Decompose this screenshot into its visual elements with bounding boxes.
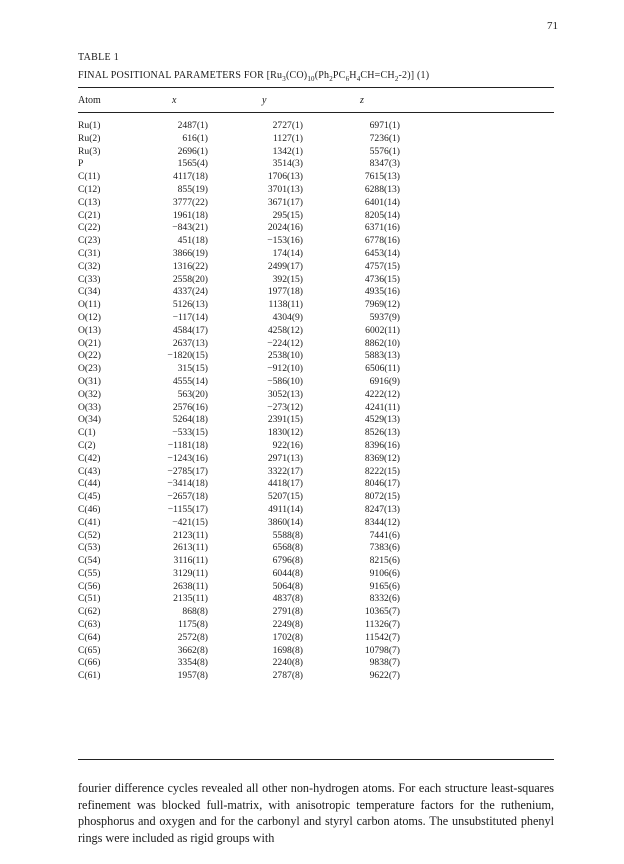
table-row — [78, 286, 554, 299]
cell-atom: C(64) — [78, 631, 101, 643]
cell-y: 1702(8) — [272, 631, 303, 643]
table-row — [78, 466, 554, 479]
cell-y: 3322(17) — [267, 465, 303, 477]
table-row — [78, 158, 554, 171]
cell-x: 2638(11) — [173, 580, 208, 592]
body-paragraph — [78, 780, 554, 846]
cell-atom: O(13) — [78, 324, 101, 336]
cell-z: 6371(16) — [364, 222, 400, 234]
table-row — [78, 593, 554, 606]
table-row — [78, 338, 554, 351]
cell-z: 10365(7) — [364, 606, 400, 618]
cell-z: 6002(11) — [365, 324, 400, 336]
table-row — [78, 606, 554, 619]
cell-atom: C(46) — [78, 503, 101, 515]
table-row — [78, 657, 554, 670]
table-row — [78, 248, 554, 261]
cell-z: 4241(11) — [365, 401, 400, 413]
cell-z: 9106(6) — [369, 567, 400, 579]
cell-atom: C(34) — [78, 286, 101, 298]
cell-y: −912(10) — [267, 363, 303, 375]
cell-z: 8222(15) — [364, 465, 400, 477]
cell-atom: C(53) — [78, 542, 101, 554]
cell-x: 2572(8) — [177, 631, 208, 643]
cell-z: 4757(15) — [364, 260, 400, 272]
table-bottom-rule — [78, 759, 554, 760]
table-row — [78, 197, 554, 210]
table-row — [78, 581, 554, 594]
cell-atom: C(65) — [78, 644, 101, 656]
cell-x: −2657(18) — [167, 491, 208, 503]
cell-x: 3866(19) — [172, 247, 208, 259]
cell-x: 2123(11) — [173, 529, 208, 541]
cell-atom: C(54) — [78, 555, 101, 567]
cell-atom: C(42) — [78, 452, 101, 464]
cell-x: 2487(1) — [177, 120, 208, 131]
cell-y: 2391(15) — [267, 414, 303, 426]
cell-x: −421(15) — [172, 516, 208, 528]
table-row — [78, 350, 554, 363]
cell-y: 4304(9) — [272, 311, 303, 323]
cell-y: 1127(1) — [272, 132, 303, 144]
table-row — [78, 530, 554, 543]
table-row — [78, 325, 554, 338]
cell-y: 5588(8) — [272, 529, 303, 541]
cell-z: 8526(13) — [364, 427, 400, 439]
cell-y: 3052(13) — [267, 388, 303, 400]
cell-atom: C(32) — [78, 260, 101, 272]
cell-x: −1181(18) — [167, 439, 208, 451]
cell-z: 8205(14) — [364, 209, 400, 221]
cell-y: 3671(17) — [267, 196, 303, 208]
table-row — [78, 568, 554, 581]
column-header-y: y — [262, 95, 267, 106]
cell-z: 8332(6) — [369, 593, 400, 605]
cell-atom: O(21) — [78, 337, 101, 349]
cell-x: 4337(24) — [172, 286, 208, 298]
table-row — [78, 542, 554, 555]
cell-x: 1957(8) — [177, 670, 208, 682]
cell-z: 8862(10) — [364, 337, 400, 349]
cell-atom: C(63) — [78, 619, 101, 631]
cell-y: 6796(8) — [272, 555, 303, 567]
cell-z: 8247(13) — [364, 503, 400, 515]
cell-x: 563(20) — [177, 388, 208, 400]
cell-y: 1698(8) — [272, 644, 303, 656]
cell-atom: Ru(3) — [78, 145, 101, 157]
cell-atom: C(56) — [78, 580, 101, 592]
cell-y: 1830(12) — [267, 427, 303, 439]
table-row — [78, 376, 554, 389]
cell-y: −153(16) — [267, 235, 303, 247]
cell-atom: P — [78, 158, 84, 170]
cell-z: 7383(6) — [369, 542, 400, 554]
cell-x: 4555(14) — [172, 375, 208, 387]
cell-z: 9838(7) — [369, 657, 400, 669]
cell-x: 1961(18) — [172, 209, 208, 221]
cell-x: −3414(18) — [167, 478, 208, 490]
cell-z: 8344(12) — [364, 516, 400, 528]
cell-y: 2024(16) — [267, 222, 303, 234]
table-row — [78, 453, 554, 466]
cell-atom: C(66) — [78, 657, 101, 669]
cell-z: 8046(17) — [364, 478, 400, 490]
cell-x: 2696(1) — [177, 145, 208, 157]
cell-atom: O(34) — [78, 414, 101, 426]
cell-atom: C(62) — [78, 606, 101, 618]
cell-y: 2240(8) — [272, 657, 303, 669]
cell-x: −843(21) — [172, 222, 208, 234]
cell-z: 6288(13) — [364, 183, 400, 195]
table-row — [78, 184, 554, 197]
table-title: FINAL POSITIONAL PARAMETERS FOR $[Ru_3(CO)_{10}(Ph_2PC_6H_4CH=CH_2-2)]$ (1) — [78, 70, 430, 83]
cell-x: 3777(22) — [172, 196, 208, 208]
cell-y: 1138(11) — [268, 299, 303, 311]
table-row — [78, 363, 554, 376]
cell-y: 5064(8) — [272, 580, 303, 592]
cell-x: 2613(11) — [173, 542, 208, 554]
cell-atom: C(23) — [78, 235, 101, 247]
cell-y: 4911(14) — [268, 503, 303, 515]
cell-x: 2576(16) — [172, 401, 208, 413]
cell-y: 6044(8) — [272, 567, 303, 579]
cell-y: −273(12) — [267, 401, 303, 413]
table-row — [78, 222, 554, 235]
table-row — [78, 210, 554, 223]
cell-y: 2538(10) — [267, 350, 303, 362]
table-row — [78, 427, 554, 440]
column-header-z: z — [360, 95, 364, 106]
cell-atom: O(11) — [78, 299, 101, 311]
cell-atom: Ru(1) — [78, 120, 101, 131]
cell-atom: C(12) — [78, 183, 101, 195]
table-row — [78, 299, 554, 312]
cell-x: −1243(16) — [167, 452, 208, 464]
cell-z: 7236(1) — [369, 132, 400, 144]
cell-y: −586(10) — [267, 375, 303, 387]
table-row — [78, 670, 554, 683]
table-row — [78, 517, 554, 530]
cell-z: 6401(14) — [364, 196, 400, 208]
cell-y: 5207(15) — [267, 491, 303, 503]
page-number: 71 — [547, 20, 558, 32]
table-row — [78, 619, 554, 632]
cell-atom: C(55) — [78, 567, 101, 579]
cell-z: 11542(7) — [365, 631, 400, 643]
cell-z: 6453(14) — [364, 247, 400, 259]
cell-atom: C(1) — [78, 427, 96, 439]
cell-y: 174(14) — [272, 247, 303, 259]
cell-y: 1977(18) — [267, 286, 303, 298]
cell-atom: C(2) — [78, 439, 96, 451]
table-row — [78, 389, 554, 402]
table-row — [78, 555, 554, 568]
cell-x: 315(15) — [177, 363, 208, 375]
cell-atom: C(31) — [78, 247, 101, 259]
cell-y: 922(16) — [272, 439, 303, 451]
table-row — [78, 402, 554, 415]
cell-z: 5937(9) — [369, 311, 400, 323]
cell-x: 3129(11) — [173, 567, 208, 579]
table-header-rule — [78, 112, 554, 113]
cell-x: 5264(18) — [172, 414, 208, 426]
cell-z: 8396(16) — [364, 439, 400, 451]
table-header-row — [78, 95, 554, 109]
cell-y: 2727(1) — [272, 120, 303, 131]
cell-x: 1565(4) — [177, 158, 208, 170]
cell-z: 8369(12) — [364, 452, 400, 464]
cell-atom: C(51) — [78, 593, 101, 605]
cell-atom: C(13) — [78, 196, 101, 208]
cell-y: 1342(1) — [272, 145, 303, 157]
cell-atom: O(23) — [78, 363, 101, 375]
cell-x: 1316(22) — [172, 260, 208, 272]
cell-x: 3116(11) — [173, 555, 208, 567]
cell-y: 6568(8) — [272, 542, 303, 554]
cell-y: 3701(13) — [267, 183, 303, 195]
cell-y: −224(12) — [267, 337, 303, 349]
cell-y: 2249(8) — [272, 619, 303, 631]
cell-x: 5126(13) — [172, 299, 208, 311]
table-top-rule — [78, 87, 554, 88]
table-row — [78, 261, 554, 274]
cell-z: 11326(7) — [365, 619, 400, 631]
cell-x: 2558(20) — [172, 273, 208, 285]
cell-z: 9622(7) — [369, 670, 400, 682]
cell-atom: Ru(2) — [78, 132, 101, 144]
table-row — [78, 120, 554, 133]
cell-x: −1155(17) — [167, 503, 208, 515]
cell-x: 4117(18) — [173, 171, 208, 183]
cell-y: 4418(17) — [267, 478, 303, 490]
table-body — [78, 120, 554, 683]
cell-z: 8347(3) — [369, 158, 400, 170]
cell-z: 4935(16) — [364, 286, 400, 298]
table-row — [78, 632, 554, 645]
table-row — [78, 491, 554, 504]
cell-atom: O(33) — [78, 401, 101, 413]
cell-atom: O(12) — [78, 311, 101, 323]
table-row — [78, 235, 554, 248]
cell-atom: C(11) — [78, 171, 101, 183]
table-row — [78, 414, 554, 427]
cell-y: 3514(3) — [272, 158, 303, 170]
cell-z: 9165(6) — [369, 580, 400, 592]
cell-y: 2787(8) — [272, 670, 303, 682]
cell-x: −117(14) — [172, 311, 208, 323]
cell-z: 5576(1) — [369, 145, 400, 157]
cell-atom: C(33) — [78, 273, 101, 285]
cell-z: 4222(12) — [364, 388, 400, 400]
cell-atom: C(43) — [78, 465, 101, 477]
paragraph-text: fourier difference cycles revealed all other non-hydrogen atoms. For each structure least-squares refinement was blocked full-matrix, with anisotropic temperature factors for the ruthenium, phosphorus and oxygen and for the carbonyl and styryl carbon atoms. The unsubstituted phenyl rings were included as rigid groups with — [78, 781, 554, 845]
cell-x: 4584(17) — [172, 324, 208, 336]
cell-y: 2499(17) — [267, 260, 303, 272]
cell-z: 6971(1) — [369, 120, 400, 131]
column-header-x: x — [172, 95, 177, 106]
cell-y: 4837(8) — [272, 593, 303, 605]
cell-x: 3662(8) — [177, 644, 208, 656]
cell-z: 10798(7) — [364, 644, 400, 656]
cell-x: 616(1) — [182, 132, 208, 144]
cell-atom: O(31) — [78, 375, 101, 387]
table-row — [78, 133, 554, 146]
table-row — [78, 146, 554, 159]
cell-atom: C(44) — [78, 478, 101, 490]
table-row — [78, 312, 554, 325]
cell-z: 4736(15) — [364, 273, 400, 285]
cell-x: −533(15) — [172, 427, 208, 439]
cell-x: 1175(8) — [177, 619, 208, 631]
cell-z: 4529(13) — [364, 414, 400, 426]
cell-y: 4258(12) — [267, 324, 303, 336]
cell-z: 8072(15) — [364, 491, 400, 503]
cell-z: 6506(11) — [365, 363, 400, 375]
cell-x: 868(8) — [182, 606, 208, 618]
table-row — [78, 504, 554, 517]
cell-x: 2637(13) — [172, 337, 208, 349]
cell-atom: O(22) — [78, 350, 101, 362]
cell-y: 2791(8) — [272, 606, 303, 618]
cell-z: 7615(13) — [364, 171, 400, 183]
cell-atom: C(61) — [78, 670, 101, 682]
cell-z: 6916(9) — [369, 375, 400, 387]
cell-x: −2785(17) — [167, 465, 208, 477]
cell-x: 2135(11) — [173, 593, 208, 605]
cell-atom: O(32) — [78, 388, 101, 400]
table-row — [78, 645, 554, 658]
column-header-atom: Atom — [78, 95, 101, 106]
cell-atom: C(21) — [78, 209, 101, 221]
cell-z: 6778(16) — [364, 235, 400, 247]
cell-y: 392(15) — [272, 273, 303, 285]
cell-atom: C(45) — [78, 491, 101, 503]
table-row — [78, 274, 554, 287]
cell-y: 295(15) — [272, 209, 303, 221]
cell-y: 3860(14) — [267, 516, 303, 528]
table-row — [78, 478, 554, 491]
cell-z: 7969(12) — [364, 299, 400, 311]
cell-z: 8215(6) — [369, 555, 400, 567]
cell-y: 2971(13) — [267, 452, 303, 464]
cell-x: −1820(15) — [167, 350, 208, 362]
cell-x: 855(19) — [177, 183, 208, 195]
cell-atom: C(41) — [78, 516, 101, 528]
table-row — [78, 440, 554, 453]
cell-x: 451(18) — [177, 235, 208, 247]
cell-atom: C(52) — [78, 529, 101, 541]
cell-y: 1706(13) — [267, 171, 303, 183]
table-label: TABLE 1 — [78, 52, 120, 63]
cell-z: 5883(13) — [364, 350, 400, 362]
table-row — [78, 171, 554, 184]
cell-atom: C(22) — [78, 222, 101, 234]
cell-x: 3354(8) — [177, 657, 208, 669]
cell-z: 7441(6) — [369, 529, 400, 541]
